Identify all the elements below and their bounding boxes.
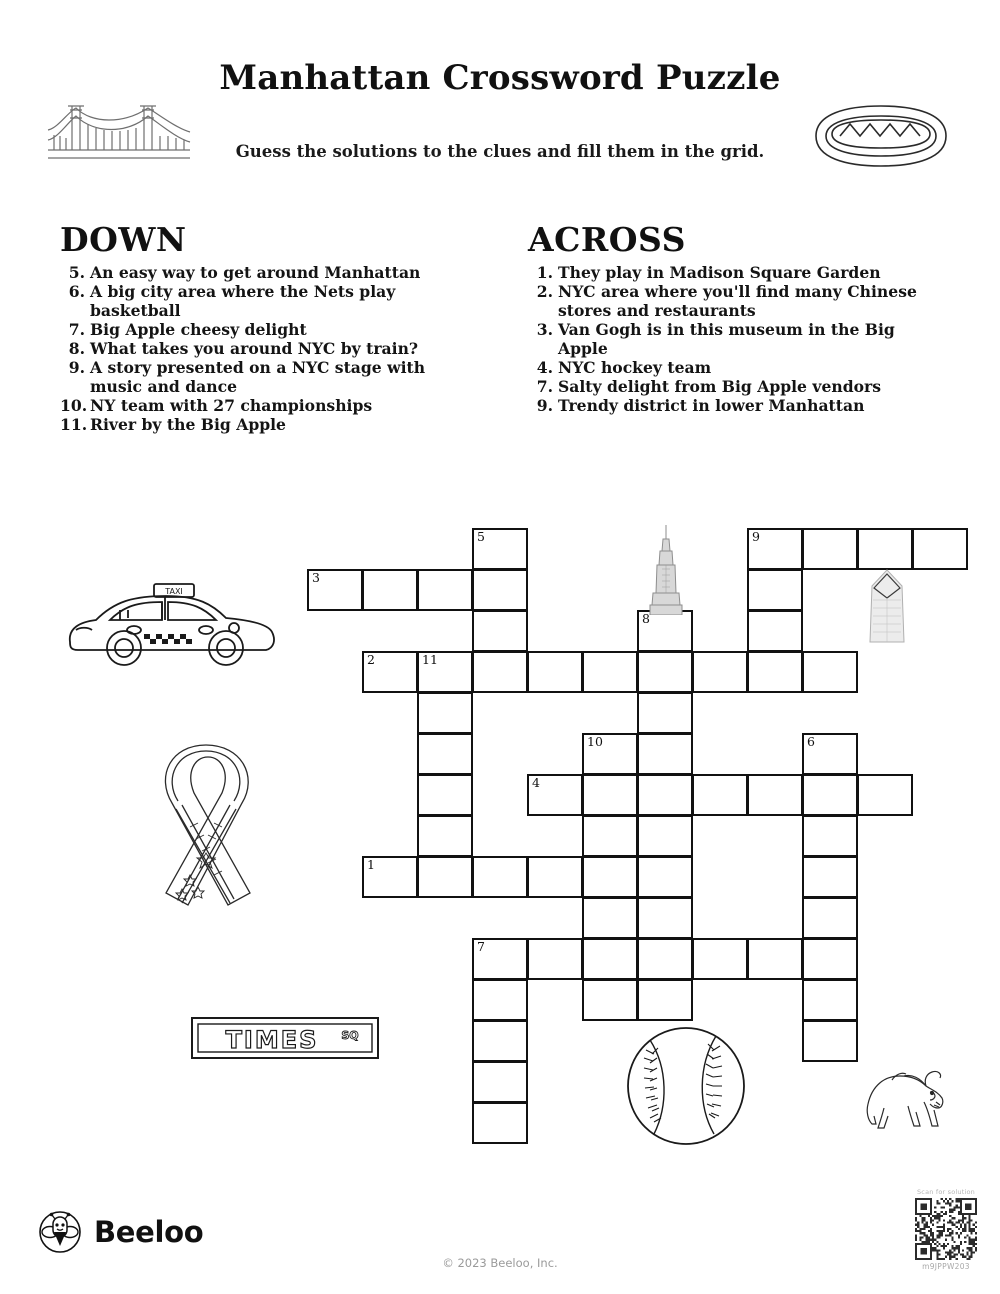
- crossword-cell[interactable]: [582, 651, 638, 693]
- down-clue-item: [60, 263, 480, 282]
- down-clue-item: [60, 282, 480, 320]
- crossword-cell[interactable]: [417, 733, 473, 775]
- across-clue-number: 4.: [536, 358, 553, 378]
- crossword-cell-number: 2: [367, 652, 375, 667]
- across-clue-text: Salty delight from Big Apple vendors: [558, 377, 882, 397]
- crossword-cell[interactable]: [472, 1020, 528, 1062]
- page-title: Manhattan Crossword Puzzle: [219, 58, 781, 98]
- across-clue-item: [528, 282, 948, 320]
- crossword-cell[interactable]: [802, 774, 858, 816]
- crossword-cell[interactable]: [472, 979, 528, 1021]
- crossword-cell[interactable]: [527, 938, 583, 980]
- copyright-text: © 2023 Beeloo, Inc.: [442, 1256, 558, 1270]
- crossword-cell[interactable]: [582, 733, 638, 775]
- crossword-cell-number: 6: [807, 734, 815, 749]
- crossword-cell[interactable]: [582, 897, 638, 939]
- crossword-cell[interactable]: [802, 651, 858, 693]
- crossword-cell[interactable]: [692, 774, 748, 816]
- hot-dog-icon: [806, 96, 956, 174]
- crossword-cell[interactable]: [582, 774, 638, 816]
- down-clue-text: River by the Big Apple: [90, 415, 286, 435]
- across-clue-item: [528, 320, 948, 358]
- qr-caption: Scan for solution: [916, 1188, 975, 1196]
- crossword-cell-number: 4: [532, 775, 540, 790]
- across-clue-number: 7.: [536, 377, 553, 397]
- crossword-cell[interactable]: [637, 774, 693, 816]
- crossword-cell-number: 1: [367, 857, 375, 872]
- crossword-cell[interactable]: [912, 528, 968, 570]
- crossword-cell[interactable]: [747, 569, 803, 611]
- baseball-illustration: [624, 1024, 749, 1149]
- down-clues-section: [60, 220, 480, 434]
- taxi-cab-illustration: [62, 580, 282, 675]
- across-clue-item: [528, 396, 948, 415]
- svg-text:SQ: SQ: [341, 1029, 359, 1042]
- qr-id-code: m9JPPW203: [922, 1262, 970, 1271]
- crossword-cell[interactable]: [417, 651, 473, 693]
- brand-name: Beeloo: [94, 1215, 204, 1249]
- crossword-cell[interactable]: [417, 856, 473, 898]
- crossword-cell[interactable]: [747, 610, 803, 652]
- across-clue-item: [528, 377, 948, 396]
- crossword-cell-number: 7: [477, 939, 485, 954]
- crossword-cell[interactable]: [362, 651, 418, 693]
- crossword-cell[interactable]: [472, 1061, 528, 1103]
- crossword-cell[interactable]: [747, 651, 803, 693]
- across-clue-item: [528, 358, 948, 377]
- down-clue-text: NY team with 27 championships: [90, 396, 373, 416]
- page-header: [0, 0, 1000, 200]
- ribbon-illustration: [146, 735, 266, 920]
- crossword-cell-number: 10: [587, 734, 603, 749]
- crossword-cell[interactable]: [637, 692, 693, 734]
- down-clue-item: [60, 339, 480, 358]
- across-clue-number: 2.: [536, 282, 553, 302]
- across-heading: ACROSS: [528, 220, 686, 259]
- down-clue-number: 11.: [60, 415, 88, 435]
- down-clue-number: 8.: [68, 339, 85, 359]
- crossword-cell[interactable]: [472, 610, 528, 652]
- crossword-cell[interactable]: [637, 815, 693, 857]
- down-clue-list: [60, 263, 480, 434]
- crossword-cell-number: 11: [422, 652, 438, 667]
- down-clue-item: [60, 415, 480, 434]
- crossword-cell[interactable]: [582, 856, 638, 898]
- across-clue-text: NYC hockey team: [558, 358, 712, 378]
- across-clue-text: NYC area where you'll find many Chinese stores and restaurants: [558, 282, 917, 321]
- crossword-cell[interactable]: [802, 815, 858, 857]
- crossword-cell[interactable]: [307, 569, 363, 611]
- across-clue-list: [528, 263, 948, 415]
- flatiron-building-illustration: [862, 568, 912, 648]
- crossword-cell[interactable]: [417, 774, 473, 816]
- qr-solution-block: [910, 1188, 982, 1271]
- crossword-cell[interactable]: [637, 733, 693, 775]
- across-clue-text: Trendy district in lower Manhattan: [558, 396, 865, 416]
- down-clue-item: [60, 358, 480, 396]
- crossword-cell[interactable]: [362, 569, 418, 611]
- crossword-cell[interactable]: [802, 897, 858, 939]
- crossword-cell[interactable]: [472, 938, 528, 980]
- crossword-cell[interactable]: [802, 528, 858, 570]
- down-clue-item: [60, 396, 480, 415]
- crossword-cell[interactable]: [857, 774, 913, 816]
- crossword-cell[interactable]: [637, 897, 693, 939]
- crossword-cell[interactable]: [802, 1020, 858, 1062]
- crossword-cell[interactable]: [637, 856, 693, 898]
- qr-code-icon[interactable]: [915, 1198, 977, 1260]
- crossword-cell[interactable]: [802, 733, 858, 775]
- crossword-cell[interactable]: [472, 528, 528, 570]
- bee-logo-icon: [38, 1210, 82, 1254]
- across-clue-number: 3.: [536, 320, 553, 340]
- down-clue-number: 9.: [68, 358, 85, 378]
- crossword-cell-number: 5: [477, 529, 485, 544]
- down-heading: DOWN: [60, 220, 187, 259]
- crossword-cell[interactable]: [637, 979, 693, 1021]
- crossword-cell[interactable]: [692, 651, 748, 693]
- down-clue-item: [60, 320, 480, 339]
- page-subtitle: Guess the solutions to the clues and fill them in the grid.: [235, 142, 765, 161]
- crossword-cell-number: 3: [312, 570, 320, 585]
- times-square-sign-illustration: [190, 1015, 380, 1061]
- across-clue-text: Van Gogh is in this museum in the Big Apple: [558, 320, 895, 359]
- crossword-cell[interactable]: [692, 938, 748, 980]
- crossword-cell[interactable]: [857, 528, 913, 570]
- crossword-cell[interactable]: [472, 856, 528, 898]
- down-clue-text: What takes you around NYC by train?: [90, 339, 419, 359]
- crossword-cell[interactable]: [582, 938, 638, 980]
- crossword-cell[interactable]: [747, 938, 803, 980]
- crossword-cell[interactable]: [802, 938, 858, 980]
- crossword-cell[interactable]: [527, 651, 583, 693]
- down-clue-text: A story presented on a NYC stage with music and dance: [90, 358, 426, 397]
- crossword-cell[interactable]: [362, 856, 418, 898]
- down-clue-text: An easy way to get around Manhattan: [90, 263, 421, 282]
- crossword-cell[interactable]: [582, 979, 638, 1021]
- down-clue-text: Big Apple cheesy delight: [90, 320, 307, 340]
- crossword-cell-number: 8: [642, 611, 650, 626]
- charging-bull-illustration: [862, 1058, 948, 1134]
- across-clue-text: They play in Madison Square Garden: [558, 263, 881, 282]
- down-clue-text: A big city area where the Nets play basketball: [90, 282, 396, 321]
- crossword-cell[interactable]: [637, 610, 693, 652]
- crossword-cell[interactable]: [637, 938, 693, 980]
- down-clue-number: 6.: [68, 282, 85, 302]
- crossword-cell[interactable]: [472, 1102, 528, 1144]
- crossword-cell[interactable]: [802, 856, 858, 898]
- crossword-cell[interactable]: [472, 651, 528, 693]
- down-clue-number: 5.: [68, 263, 85, 282]
- across-clue-number: 9.: [536, 396, 553, 416]
- across-clue-number: 1.: [536, 263, 553, 282]
- crossword-cell[interactable]: [637, 651, 693, 693]
- svg-text:TIMES: TIMES: [225, 1026, 319, 1054]
- crossword-cell-number: 9: [752, 529, 760, 544]
- crossword-cell[interactable]: [527, 856, 583, 898]
- across-clues-section: [528, 220, 948, 415]
- crossword-cell[interactable]: [527, 774, 583, 816]
- crossword-cell[interactable]: [417, 815, 473, 857]
- crossword-cell[interactable]: [472, 569, 528, 611]
- down-clue-number: 7.: [68, 320, 85, 340]
- crossword-cell[interactable]: [417, 569, 473, 611]
- crossword-cell[interactable]: [747, 528, 803, 570]
- crossword-cell[interactable]: [747, 774, 803, 816]
- across-clue-item: [528, 263, 948, 282]
- svg-text:TAXI: TAXI: [165, 587, 183, 596]
- beeloo-logo: [38, 1210, 203, 1254]
- empire-state-building-illustration: [645, 525, 687, 615]
- crossword-cell[interactable]: [802, 979, 858, 1021]
- crossword-cell[interactable]: [417, 692, 473, 734]
- crossword-cell[interactable]: [582, 815, 638, 857]
- down-clue-number: 10.: [60, 396, 88, 416]
